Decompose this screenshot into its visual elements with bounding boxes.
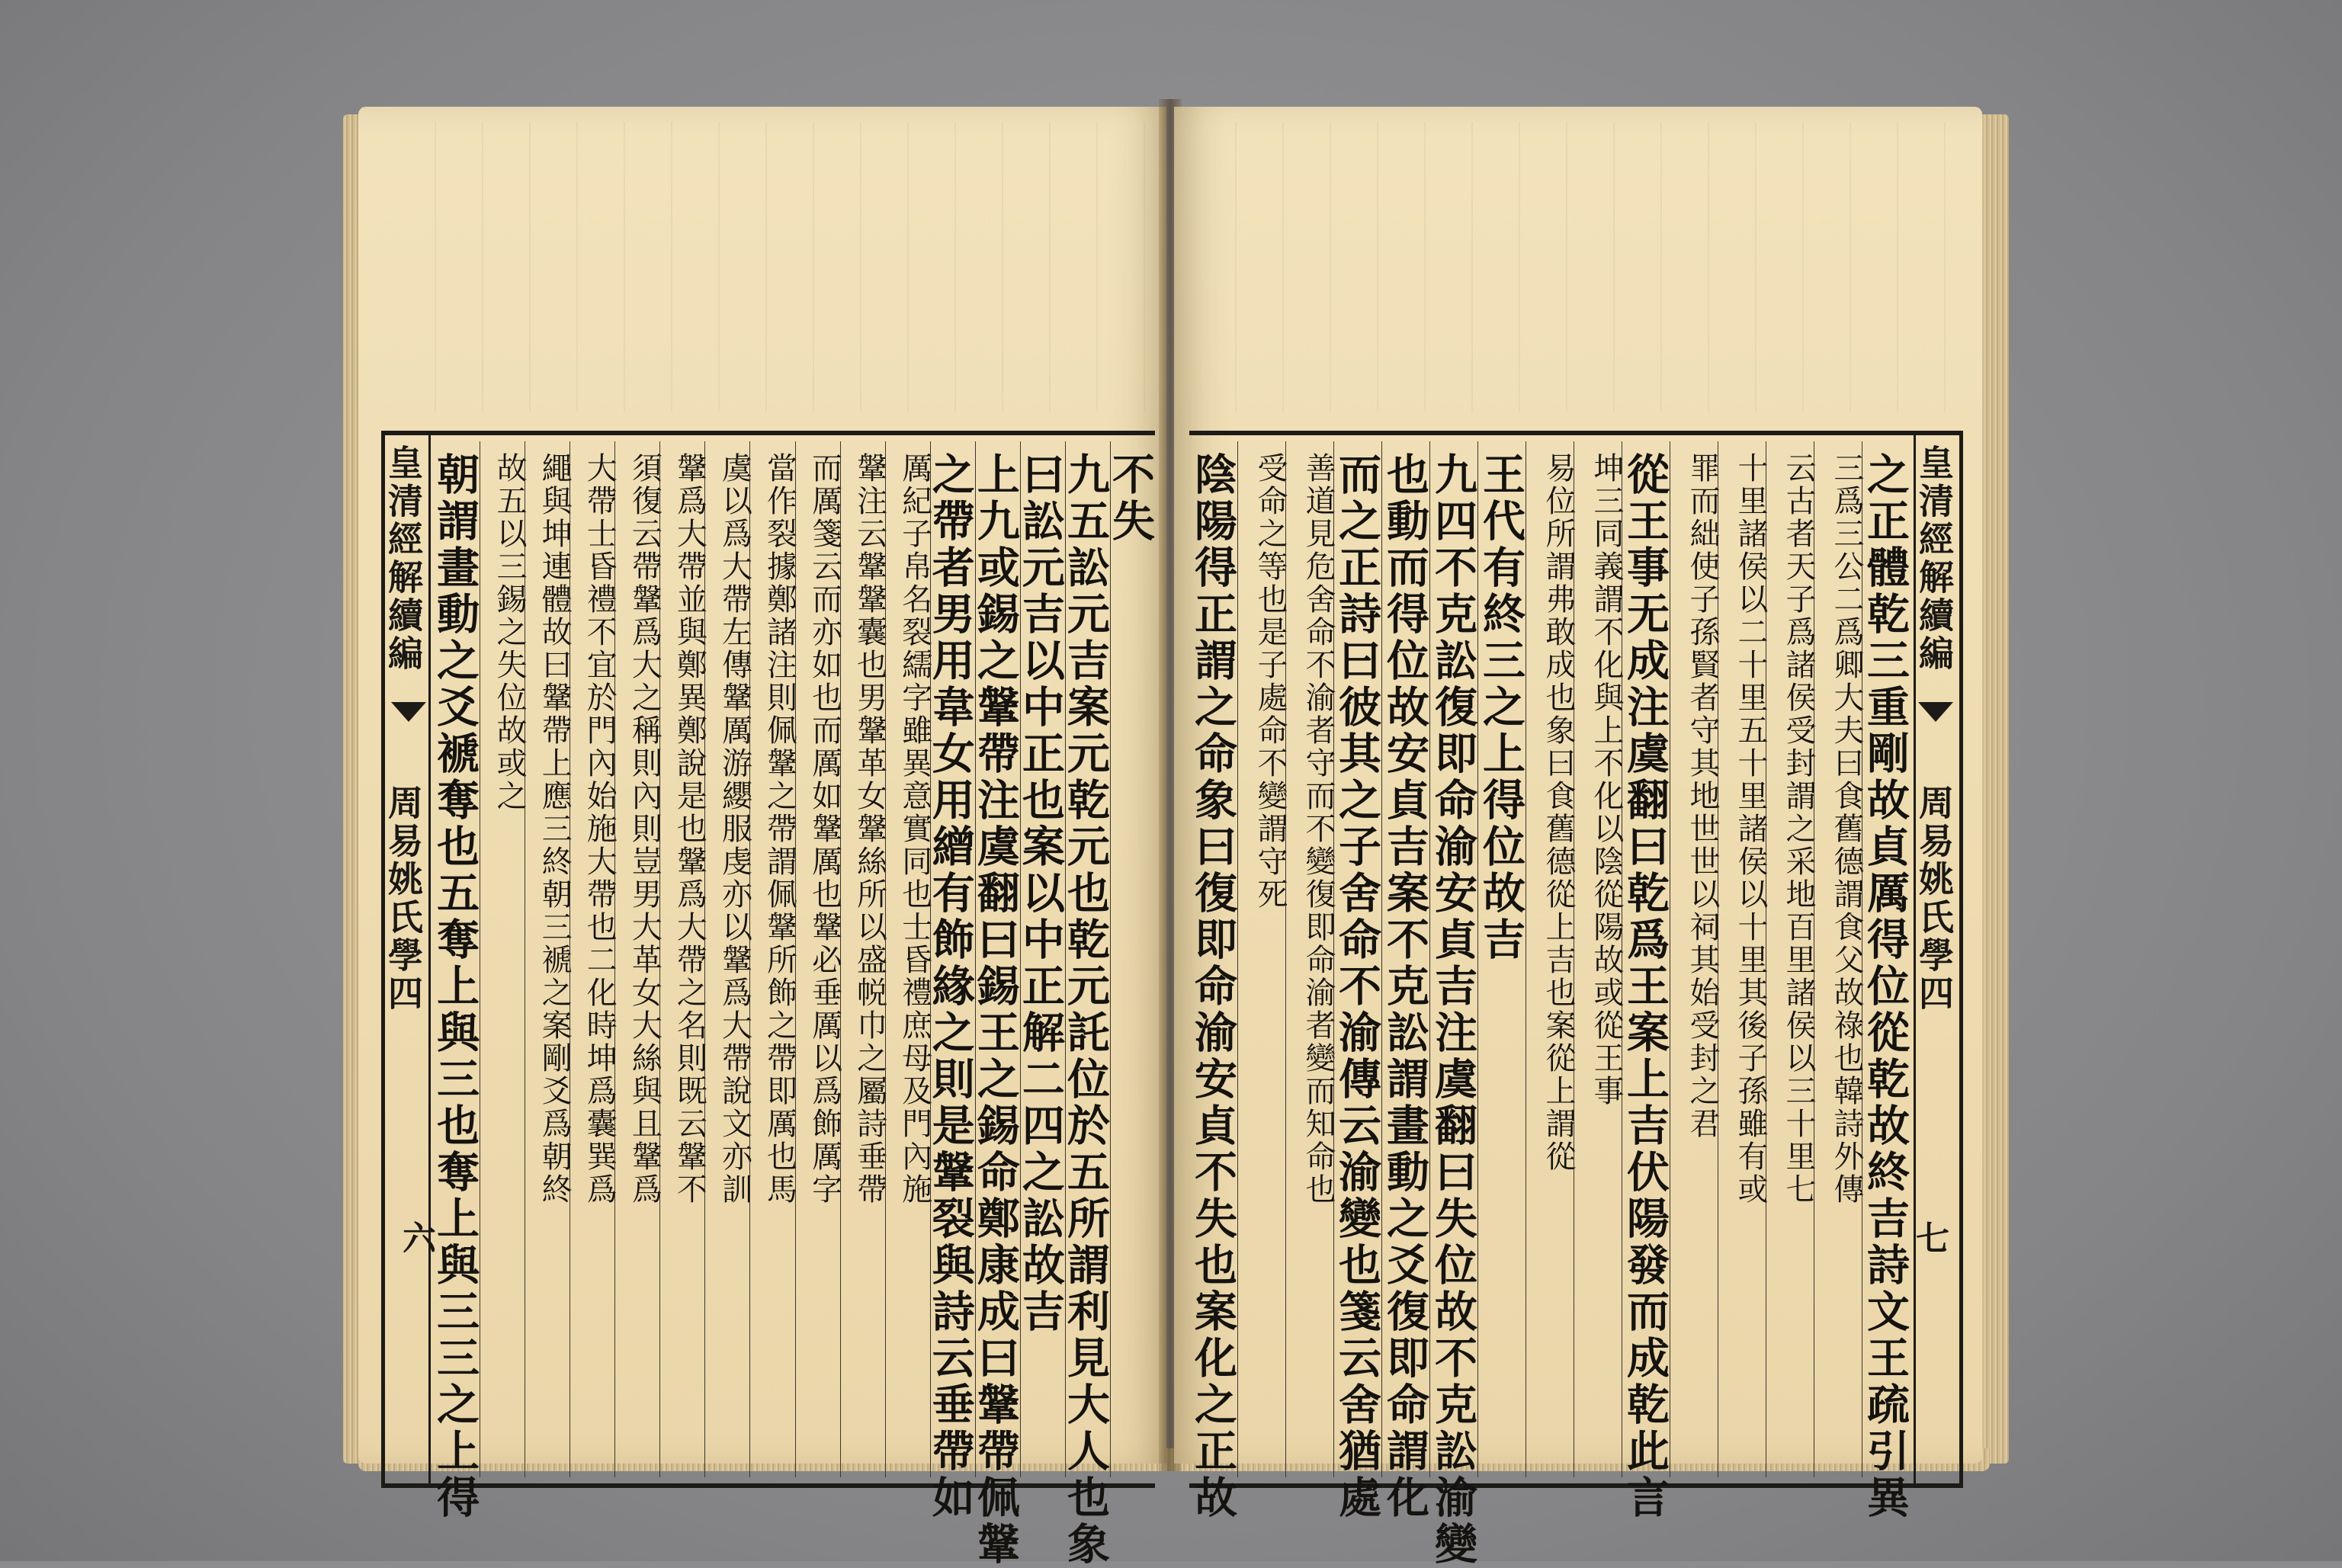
right-page bbox=[1174, 107, 1982, 1568]
text-column: 十里諸侯以二十里五十里諸侯以十里其後子孫雖有或 bbox=[1718, 441, 1766, 1477]
text-column: 易位所謂弗敢成也象曰食舊德從上吉也案從上謂從 bbox=[1526, 441, 1574, 1477]
text-column: 不失 bbox=[1110, 441, 1155, 1477]
text-column: 繩與坤連體故曰鞶帶上應三終朝三褫之案剛爻爲朝終 bbox=[525, 441, 569, 1477]
text-column: 厲紀子帛名裂繻字雖異意實同也士昏禮庶母及門內施 bbox=[885, 441, 930, 1477]
left-page-printed-frame bbox=[381, 431, 1156, 1568]
text-column: 九四不克訟復即命渝安貞吉注虞翻曰失位故不克訟渝變 bbox=[1429, 441, 1477, 1477]
text-column: 之帶者男用韋女用繒有飾緣之則是鞶裂與詩云垂帶如 bbox=[930, 441, 975, 1477]
text-column: 云古者天子爲諸侯受封謂之采地百里諸侯以三十里七 bbox=[1766, 441, 1814, 1477]
left-text-columns bbox=[430, 441, 1156, 1568]
text-column: 鞶爲大帶並與鄭異鄭說是也鞶爲大帶之名則既云鞶不 bbox=[659, 441, 704, 1477]
right-margin-title-strip bbox=[1914, 435, 1959, 1483]
text-column: 罪而絀使子孫賢者守其地世世以祠其始受封之君 bbox=[1670, 441, 1718, 1477]
text-column: 朝謂畫動之爻褫奪也五奪上與三也奪上與三三之上得 bbox=[430, 452, 481, 1522]
left-margin-title: 皇清經解續編 bbox=[383, 444, 424, 673]
right-page-printed-frame bbox=[1188, 431, 1963, 1568]
text-column: 虞以爲大帶左傳鞶厲游纓服虔亦以鞶爲大帶說文亦訓 bbox=[704, 441, 749, 1477]
text-column: 王代有終三之上得位故吉 bbox=[1477, 441, 1526, 1477]
text-column: 曰訟元吉以中正也案以中正解二四之訟故吉 bbox=[1020, 441, 1065, 1477]
right-text-columns bbox=[1188, 441, 1910, 1568]
text-column: 坤三同義謂不化與上不化以陰從陽故或從王事 bbox=[1574, 441, 1622, 1477]
text-column: 陰陽得正謂之命象曰復即命渝安貞不失也案化之正故 bbox=[1188, 452, 1238, 1522]
text-column: 也動而得位故安貞吉案不克訟謂畫動之爻復即命謂化 bbox=[1381, 441, 1429, 1477]
text-column: 三爲三公二爲卿大夫曰食舊德謂食父故祿也韓詩外傳 bbox=[1814, 441, 1862, 1477]
right-margin-title: 皇清經解續編 bbox=[1914, 444, 1955, 673]
text-column: 當作裂據鄭諸注則佩鞶之帶謂佩鞶所飾之帶即厲也馬 bbox=[749, 441, 794, 1477]
right-margin-subtitle: 周易姚氏學四 bbox=[1914, 784, 1955, 1013]
text-column: 九五訟元吉案元乾元也乾元託位於五所謂利見大人也象 bbox=[1065, 441, 1110, 1477]
text-column: 之正體乾三重剛故貞厲得位從乾故終吉詩文王疏引異 bbox=[1862, 441, 1910, 1477]
text-column: 善道見危舍命不渝者守而不變復即命渝者變而知命也 bbox=[1285, 441, 1333, 1477]
right-folio-number: 七 bbox=[1910, 1220, 1949, 1254]
left-page bbox=[358, 107, 1166, 1568]
left-margin-title-strip bbox=[385, 435, 431, 1483]
text-column: 而厲箋云而亦如也而厲如鞶厲也鞶必垂厲以爲飾厲字 bbox=[795, 441, 840, 1477]
text-column: 故五以三錫之失位故或之 bbox=[480, 441, 525, 1477]
text-column: 大帶士昏禮不宜於門內始施大帶也二化時坤爲囊巽爲 bbox=[569, 441, 614, 1477]
text-column: 受命之等也是子處命不變謂守死 bbox=[1237, 441, 1285, 1477]
text-column: 從王事无成注虞翻曰乾爲王案上吉伏陽發而成乾此言 bbox=[1622, 441, 1670, 1477]
text-column: 須復云帶鞶爲大之稱則內則豈男大革女大絲與且鞶爲 bbox=[614, 441, 659, 1477]
text-column: 而之正詩曰彼其之子舍命不渝傳云渝變也箋云舍猶處 bbox=[1333, 441, 1381, 1477]
text-column: 鞶注云鞶鞶囊也男鞶革女鞶絲所以盛帨巾之屬詩垂帶 bbox=[840, 441, 885, 1477]
show-through-texture bbox=[389, 122, 1151, 412]
left-folio-number: 六 bbox=[396, 1220, 435, 1254]
show-through-texture bbox=[1189, 122, 1952, 412]
left-margin-subtitle: 周易姚氏學四 bbox=[383, 784, 424, 1013]
text-column: 上九或錫之鞶帶注虞翻曰錫王之錫命鄭康成曰鞶帶佩鞶 bbox=[975, 441, 1020, 1477]
